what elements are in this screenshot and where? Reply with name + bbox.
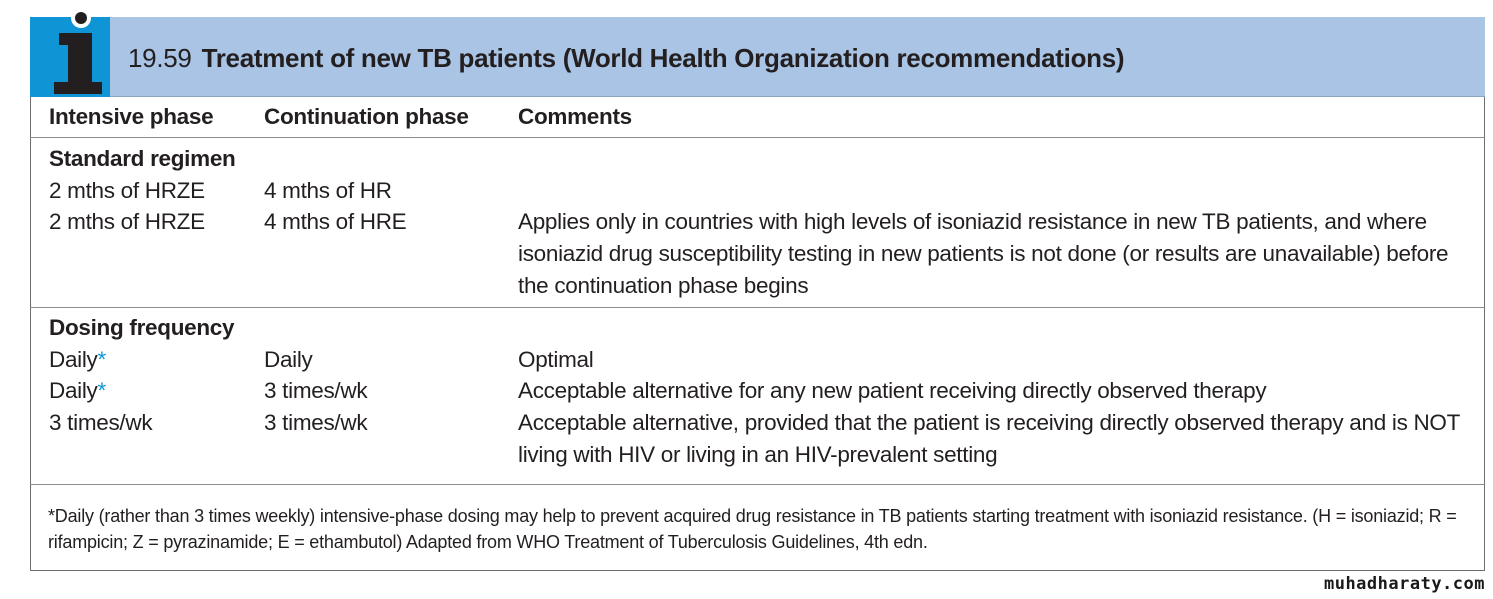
divider [30, 484, 1485, 485]
col-header-continuation: Continuation phase [264, 104, 469, 129]
section-title-dosing-frequency: Dosing frequency [49, 315, 235, 340]
cell-continuation: Daily [264, 347, 313, 372]
cell-intensive-text: Daily [49, 347, 98, 372]
info-icon [44, 6, 108, 98]
cell-comment: Acceptable alternative, provided that the patient is receiving directly observed therapy and is NOT living with HIV or living in an HIV-prevalent setting [518, 410, 1460, 467]
table-title-text: Treatment of new TB patients (World Health Organization recommendations) [201, 43, 1125, 73]
footnote-marker: * [97, 347, 106, 372]
table-footnote: *Daily (rather than 3 times weekly) intensive-phase dosing may help to prevent acquired drug resistance in TB patients starting treatment with isoniazid resistance. (H = isoniazid; R = rifampicin; Z = pyrazinamide; E = ethambutol) Adapted from WHO Treatment of Tuberculosis Guidelines, 4th edn. [48, 506, 1457, 552]
cell-comment: Optimal [518, 347, 594, 372]
cell-intensive: 2 mths of HRZE [49, 178, 205, 203]
divider [30, 307, 1485, 308]
cell-comment: Applies only in countries with high levels of isoniazid resistance in new TB patients, and where isoniazid drug susceptibility testing in new patients is not done (or results are unavailable) before the continuation phase begins [518, 209, 1449, 298]
cell-intensive: 2 mths of HRZE [49, 209, 205, 234]
cell-intensive-text: Daily [49, 378, 98, 403]
table-title [128, 40, 1124, 76]
col-header-comments: Comments [518, 104, 632, 129]
cell-intensive [49, 344, 106, 376]
cell-continuation: 4 mths of HRE [264, 209, 407, 234]
watermark: muhadharaty.com [1323, 574, 1485, 594]
cell-continuation: 3 times/wk [264, 378, 368, 403]
cell-intensive [49, 375, 106, 407]
section-title-standard-regimen: Standard regimen [49, 146, 236, 171]
cell-intensive: 3 times/wk [49, 410, 153, 435]
cell-comment: Acceptable alternative for any new patient receiving directly observed therapy [518, 378, 1267, 403]
footnote-marker: * [97, 378, 106, 403]
table-number: 19.59 [128, 43, 192, 73]
cell-continuation: 4 mths of HR [264, 178, 392, 203]
cell-continuation: 3 times/wk [264, 410, 368, 435]
divider [30, 137, 1485, 138]
col-header-intensive: Intensive phase [49, 104, 214, 129]
